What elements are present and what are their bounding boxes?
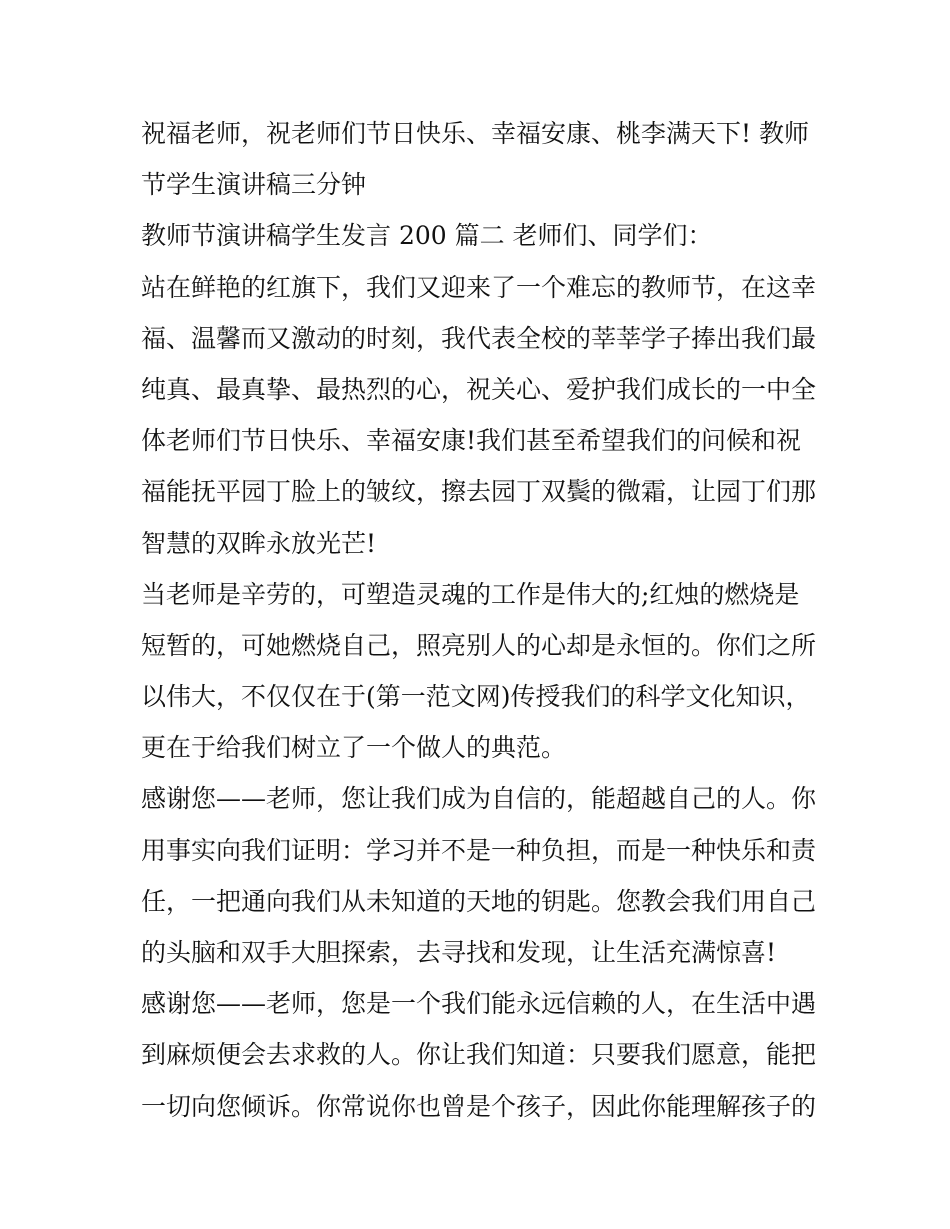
text-line: 到麻烦便会去求救的人。你让我们知道：只要我们愿意，能把	[141, 1040, 817, 1070]
text-line: 一切向您倾诉。你常说你也曾是个孩子，因此你能理解孩子的	[141, 1091, 817, 1121]
text-line: 以伟大，不仅仅在于(第一范文网)传授我们的科学文化知识，	[141, 682, 811, 712]
text-line: 更在于给我们树立了一个做人的典范。	[141, 733, 567, 763]
text-line: 任，一把通向我们从未知道的天地的钥匙。您教会我们用自己	[141, 886, 817, 916]
text-line: 纯真、最真挚、最热烈的心，祝关心、爱护我们成长的一中全	[141, 374, 817, 404]
document-body	[141, 108, 821, 1132]
text-line: 节学生演讲稿三分钟	[141, 170, 367, 200]
text-line: 体老师们节日快乐、幸福安康!我们甚至希望我们的问候和祝	[141, 426, 802, 456]
text-line: 教师节演讲稿学生发言 200 篇二 老师们、同学们：	[141, 221, 713, 251]
text-line: 的头脑和双手大胆探索，去寻找和发现，让生活充满惊喜!	[141, 938, 777, 967]
text-line: 感谢您——老师，您是一个我们能永远信赖的人，在生活中遇	[141, 989, 817, 1019]
text-line: 当老师是辛劳的，可塑造灵魂的工作是伟大的;红烛的燃烧是	[141, 579, 800, 609]
text-line: 福能抚平园丁脸上的皱纹，擦去园丁双鬓的微霜，让园丁们那	[141, 477, 817, 507]
text-line: 用事实向我们证明：学习并不是一种负担，而是一种快乐和责	[141, 835, 817, 865]
text-line: 福、温馨而又激动的时刻，我代表全校的莘莘学子捧出我们最	[141, 323, 817, 353]
text-line: 短暂的，可她燃烧自己，照亮别人的心却是永恒的。你们之所	[141, 630, 817, 660]
text-line: 站在鲜艳的红旗下，我们又迎来了一个难忘的教师节，在这幸	[141, 272, 817, 302]
text-line: 感谢您——老师，您让我们成为自信的，能超越自己的人。你	[141, 784, 817, 814]
text-line: 智慧的双眸永放光芒!	[141, 528, 377, 558]
text-line: 祝福老师，祝老师们节日快乐、幸福安康、桃李满天下! 教师	[141, 119, 809, 148]
